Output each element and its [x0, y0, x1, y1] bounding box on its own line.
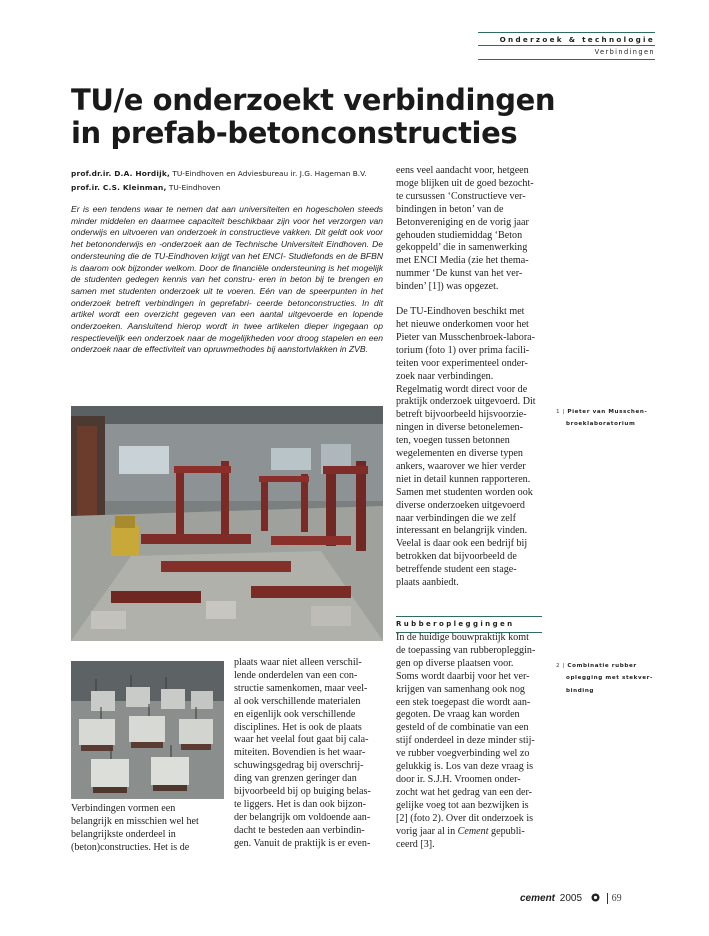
specimens-photo [71, 661, 224, 799]
body-line: gelukkig is. Los van deze vraag is [396, 761, 534, 773]
body-line: plaats waar niet alleen verschil- [234, 657, 362, 668]
body-line: In de huidige bouwpraktijk komt [396, 632, 529, 643]
paragraph [396, 306, 536, 590]
body-line: Veelal is daar ook een bedrijf bij [396, 538, 528, 550]
cement-logo-icon [591, 893, 600, 905]
body-line: gesteld of de combinatie van een [396, 722, 529, 734]
body-line: diverse onderzoeken uitgevoerd [396, 499, 525, 511]
specimens-photo-drawing [71, 661, 224, 799]
author-block [71, 167, 391, 195]
magazine-name-inline: Cement [457, 825, 489, 837]
issue-year: 2005 [559, 893, 583, 904]
body-line: Verbindingen vormen een [71, 803, 176, 814]
body-line: dacht te besteden aan verbindin- [234, 824, 365, 836]
body-line: Betonvereniging en de vorig jaar [396, 216, 529, 228]
intro-text: ook voor het betononderwijs en -onderzoek aan de Technische Universiteit [71, 227, 384, 250]
body-line: betreffende student een stage- [396, 564, 517, 576]
caption-text: oplegging met stekver- [566, 675, 653, 682]
body-line: plaats aanbiedt. [396, 577, 459, 589]
body-line: ding van grenzen geringer dan [234, 773, 357, 785]
body-line: gen op diverse plaatsen voor. [396, 657, 514, 669]
intro-text: twee artikelen dieper ingegaan op respectievelijk een onderzoek naar de [71, 321, 384, 343]
page-number: 69 [607, 893, 622, 904]
body-line: miteiten. Bovendien is het waar- [234, 747, 366, 759]
intro-text: Eén van de speerpunten in het onderzoek betreft verbindingen in geprefabri- [71, 285, 383, 308]
intro-text: van onderwijs en uitvoeren van onderzoek in constructieve vakken. Dit geldt [71, 215, 383, 238]
laboratory-photo-drawing [71, 406, 383, 641]
body-line: ve rubber voegverbinding wel zo [396, 748, 530, 760]
page-footer [520, 893, 660, 905]
body-line: het nieuwe onderkomen voor het [396, 318, 529, 330]
intro-text: Er is een tendens waar te nemen dat aan universiteiten en hogescholen steeds [71, 204, 383, 214]
body-line: (beton)constructies. Het is de [71, 841, 190, 853]
body-line: belangrijkste onderdeel in [71, 828, 176, 840]
body-line: naar verbindingen die we zelf [396, 512, 516, 524]
body-line: Samen met studenten worden ook [396, 486, 533, 498]
body-line: binden’ [1]) was opgezet. [396, 281, 499, 293]
paragraph [396, 165, 536, 294]
intro-text: opruwmethodes bij aanstortvlakken in ZVB. [203, 344, 368, 355]
body-line: een stek toegepast die wordt aan- [396, 696, 531, 708]
body-line: gen. Vanuit de praktijk is er even- [234, 837, 371, 849]
body-line: structie samenkomen, maar veel- [234, 682, 368, 694]
body-line: eens veel aandacht voor, hetgeen [396, 165, 529, 176]
body-line: interessant en belangrijk vinden. [396, 525, 528, 537]
body-line: Regelmatig wordt direct voor de [396, 383, 528, 395]
intro-text: aantal uitgevoerde en lopende onderzoeken. Aansluitend hierop wordt in [71, 309, 383, 332]
photo-caption-1 [556, 406, 647, 431]
caption-number: 2 | [556, 663, 566, 669]
body-line: bijvoorbeeld bij op buiging belas- [234, 786, 371, 798]
body-line: betrokken dat bijvoorbeeld de [396, 551, 517, 563]
intro-text: minder middelen en daarmee capaciteit beschikbaar zijn voor het verzorgen [71, 215, 366, 226]
body-column-right-lower [396, 632, 535, 851]
title-line-1: TU/e onderzoekt verbindingen [71, 83, 556, 117]
body-line: ningen in diverse betonelemen- [396, 422, 523, 434]
author-name: prof.ir. C.S. Kleinman, [71, 183, 167, 192]
laboratory-photo [71, 406, 383, 641]
author-line [71, 167, 391, 181]
body-line: wegelementen en diverse typen [396, 448, 523, 460]
body-line: belangrijk en misschien wel het [71, 815, 199, 827]
body-line: al ook verschillende materialen [234, 695, 361, 707]
body-column-right [396, 165, 536, 590]
body-line: moge blijken uit de goed bezocht- [396, 177, 534, 189]
body-line: stijf onderdeel in deze minder stij- [396, 735, 535, 747]
photo-caption-2 [556, 660, 653, 697]
body-line: Soms wordt daarbij voor het ver- [396, 670, 530, 682]
intro-text: ceerde betonconstructies. In dit artikel wordt een overzicht gegeven van een [71, 297, 384, 320]
body-line: ankers, waarover we hier verder [396, 460, 526, 472]
intro-text: ondersteuning is het mogelijk de studenten gedegen kennis van het constru- [71, 262, 384, 285]
section-subheading: Rubberopleggingen [396, 616, 542, 633]
body-line: gelijke voeg tot aan bezwijken is [396, 799, 529, 811]
body-line: te cursussen ‘Constructieve ver- [396, 190, 526, 202]
body-line: Pieter van Musschenbroek-labora- [396, 331, 536, 343]
body-text: vorig jaar al in [396, 825, 458, 837]
body-line: zoek naar verbindingen. [396, 370, 494, 382]
title-line-2: in prefab-betonconstructies [71, 116, 518, 150]
body-line: lende onderdelen van een con- [234, 669, 358, 681]
body-line: met ENCI Media (zie het thema- [396, 255, 529, 267]
author-name: prof.dr.ir. D.A. Hordijk, [71, 169, 170, 178]
body-line: bindingen in beton’ van de [396, 203, 504, 215]
body-line: schuwingsgedrag bij overschrij- [234, 760, 364, 772]
intro-text: Eindhoven. De ondersteuning die de TU-Eindhoven krijgt van het ENCI- [71, 239, 383, 261]
body-line [396, 826, 535, 839]
body-text: gepubli- [488, 825, 525, 837]
article-title [71, 84, 555, 150]
body-line: krijgen van samenhang ook nog [396, 683, 525, 695]
intro-paragraph [71, 204, 383, 356]
body-line: praktijk onderzoek uitgevoerd. Dit [396, 396, 536, 408]
body-line: gekoppeld’ die in samenwerking [396, 242, 528, 254]
intro-text: mogelijkheden voor droog stapelen en een onderzoek naar de effectiviteit van [71, 332, 384, 355]
body-column-left [71, 803, 199, 855]
section-header: Onderzoek & technologie [478, 32, 655, 44]
body-column-middle [234, 657, 371, 851]
body-line: en eigenlijk ook verschillende [234, 708, 356, 720]
body-line: zocht wat het gedrag van een der- [396, 786, 532, 798]
intro-text: Studiefonds en de BFBN is daarom ook bijzonder welkom. Door de financiële [71, 250, 383, 273]
body-line: teiten voor experimenteel onder- [396, 357, 528, 369]
caption-text: Pieter van Musschen- [567, 409, 648, 415]
body-line: disciplines. Het is ook de plaats [234, 721, 362, 733]
body-line: betreft bijvoorbeeld hijsvoorzie- [396, 409, 527, 421]
body-line: nummer ‘De kunst van het ver- [396, 268, 523, 280]
body-line: niet in detail kunnen rapporteren. [396, 473, 531, 485]
author-affiliation: TU-Eindhoven en Adviesbureau ir. J.G. Hageman B.V. [170, 169, 367, 178]
author-line [71, 181, 391, 195]
body-line: ceerd [3]. [396, 838, 435, 850]
caption-text: Combinatie rubber [567, 663, 637, 669]
magazine-name: cement [520, 893, 556, 904]
body-line: De TU-Eindhoven beschikt met [396, 306, 525, 318]
body-line: waar het veelal fout gaat bij cala- [234, 734, 369, 746]
intro-text: eren in beton bij te brengen en samen met studenten onderzoek uit te voeren. [71, 274, 384, 296]
body-line: te liggers. Het is dan ook bijzon- [234, 798, 367, 810]
body-line: gehouden studiemiddag ‘Beton [396, 229, 523, 241]
body-line: [2] (foto 2). Over dit onderzoek is [396, 812, 534, 824]
caption-text: binding [566, 687, 595, 694]
body-line: gegoten. De vraag kan worden [396, 709, 520, 721]
caption-text: broeklaboratorium [566, 421, 636, 428]
author-affiliation: TU-Eindhoven [166, 183, 221, 192]
body-line: ten, voegen tussen betonnen [396, 435, 510, 447]
body-line: door ir. S.J.H. Vroomen onder- [396, 773, 521, 785]
caption-number: 1 | [556, 409, 566, 415]
body-line: torium (foto 1) over prima facili- [396, 344, 530, 356]
body-line: der belangrijk om voldoende aan- [234, 811, 371, 823]
subsection-header: Verbindingen [478, 45, 655, 60]
body-line: de toepassing van rubberopleggin- [396, 644, 536, 656]
